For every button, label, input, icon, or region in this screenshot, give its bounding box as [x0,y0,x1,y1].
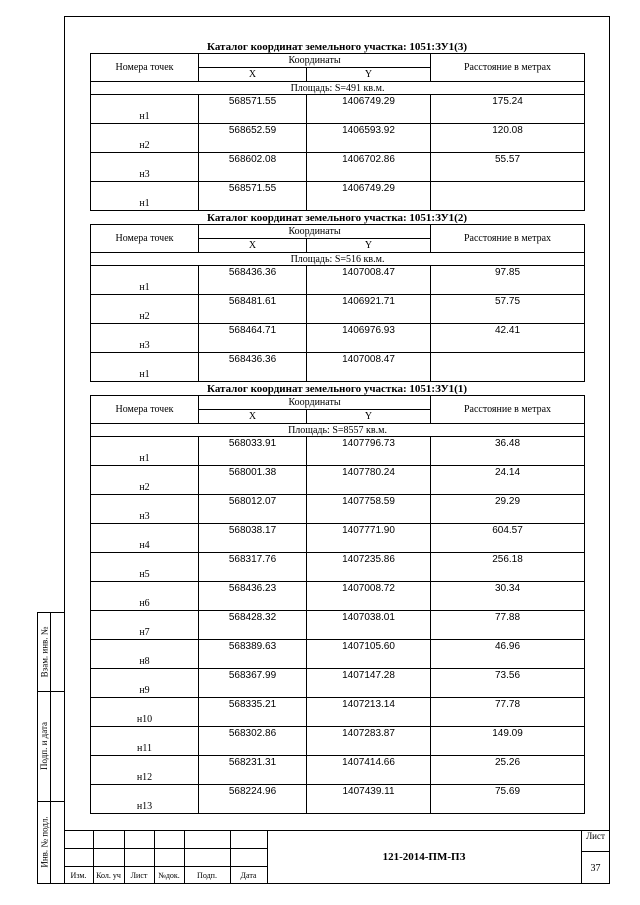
table-row [91,669,585,698]
distance [431,182,585,211]
distance: 24.14 [431,466,585,495]
coord-y: 1406921.71 [307,295,431,324]
table-row [91,640,585,669]
table-row [91,295,585,324]
area-label: Площадь: S=516 кв.м. [91,253,585,266]
coord-x: 568231.31 [199,756,307,785]
header-y: Y [307,410,431,424]
coord-y: 1407758.59 [307,495,431,524]
header-x: X [199,410,307,424]
coord-y: 1407439.11 [307,785,431,814]
distance: 42.41 [431,324,585,353]
coord-x: 568436.23 [199,582,307,611]
point-name: н8 [91,640,199,669]
coord-y: 1407283.87 [307,727,431,756]
header-points: Номера точек [91,54,199,82]
point-name: н4 [91,524,199,553]
coord-x: 568481.61 [199,295,307,324]
point-name: н1 [91,182,199,211]
point-name: н5 [91,553,199,582]
point-name: н1 [91,437,199,466]
table-row [91,437,585,466]
distance: 175.24 [431,95,585,124]
coord-y: 1406593.92 [307,124,431,153]
coord-y: 1407796.73 [307,437,431,466]
header-x: X [199,239,307,253]
catalog-title: Каталог координат земельного участка: 1051:ЗУ1(2) [206,212,467,224]
coord-x: 568389.63 [199,640,307,669]
distance: 73.56 [431,669,585,698]
coord-x: 568317.76 [199,553,307,582]
point-name: н10 [91,698,199,727]
coord-x: 568652.59 [199,124,307,153]
header-y: Y [307,239,431,253]
point-name: н3 [91,324,199,353]
tb-col-podp: Подп. [197,871,217,880]
coord-x: 568436.36 [199,266,307,295]
distance: 604.57 [431,524,585,553]
distance: 77.78 [431,698,585,727]
table-row [91,124,585,153]
distance: 29.29 [431,495,585,524]
distance: 55.57 [431,153,585,182]
distance: 256.18 [431,553,585,582]
coord-x: 568367.99 [199,669,307,698]
point-name: н12 [91,756,199,785]
header-points: Номера точек [91,396,199,424]
distance: 77.88 [431,611,585,640]
side-label-vzam: Взам. инв. № [39,626,50,678]
coord-y: 1407771.90 [307,524,431,553]
title-block [64,830,610,884]
coord-y: 1406702.86 [307,153,431,182]
header-coords: Координаты [199,396,431,410]
point-name: н6 [91,582,199,611]
coord-x: 568571.55 [199,95,307,124]
coord-x: 568012.07 [199,495,307,524]
point-name: н2 [91,124,199,153]
point-name: н9 [91,669,199,698]
point-name: н1 [91,266,199,295]
table-row [91,756,585,785]
distance: 30.34 [431,582,585,611]
distance: 149.09 [431,727,585,756]
header-distance: Расстояние в метрах [431,54,585,82]
catalog-title: Каталог координат земельного участка: 1051:ЗУ1(1) [206,383,467,395]
distance: 46.96 [431,640,585,669]
table-row [91,698,585,727]
side-strip [37,612,64,884]
coordinate-table [90,224,585,382]
coord-y: 1407780.24 [307,466,431,495]
coord-y: 1407008.47 [307,353,431,382]
point-name: н2 [91,466,199,495]
coord-y: 1407008.72 [307,582,431,611]
point-name: н3 [91,495,199,524]
point-name: н3 [91,153,199,182]
catalogs-area [90,40,584,814]
table-row [91,727,585,756]
coord-x: 568038.17 [199,524,307,553]
point-name: н7 [91,611,199,640]
header-distance: Расстояние в метрах [431,396,585,424]
table-row [91,495,585,524]
coord-y: 1407038.01 [307,611,431,640]
coord-x: 568571.55 [199,182,307,211]
coord-x: 568001.38 [199,466,307,495]
tb-col-list: Лист [130,871,148,880]
header-x: X [199,68,307,82]
side-label-podp: Подп. и дата [39,721,50,771]
coord-y: 1407235.86 [307,553,431,582]
table-row [91,353,585,382]
distance [431,353,585,382]
table-row [91,182,585,211]
coordinate-table [90,395,585,814]
distance: 75.69 [431,785,585,814]
coord-y: 1406976.93 [307,324,431,353]
table-row [91,266,585,295]
distance: 36.48 [431,437,585,466]
area-label: Площадь: S=491 кв.м. [91,82,585,95]
point-name: н1 [91,353,199,382]
header-points: Номера точек [91,225,199,253]
coord-x: 568302.86 [199,727,307,756]
coord-x: 568602.08 [199,153,307,182]
coord-y: 1406749.29 [307,182,431,211]
coord-y: 1407414.66 [307,756,431,785]
coord-y: 1407147.28 [307,669,431,698]
header-y: Y [307,68,431,82]
side-label-inv: Инв. № подл. [39,816,50,868]
coord-y: 1407213.14 [307,698,431,727]
table-row [91,95,585,124]
coord-x: 568033.91 [199,437,307,466]
coord-x: 568428.32 [199,611,307,640]
tb-col-izm: Изм. [70,871,87,880]
table-row [91,524,585,553]
coord-x: 568436.36 [199,353,307,382]
point-name: н13 [91,785,199,814]
sheet-number: 37 [590,862,601,874]
coord-x: 568464.71 [199,324,307,353]
catalog-title: Каталог координат земельного участка: 1051:ЗУ1(3) [206,41,467,53]
table-row [91,466,585,495]
header-coords: Координаты [199,54,431,68]
coord-x: 568224.96 [199,785,307,814]
header-coords: Координаты [199,225,431,239]
tb-col-ndok: №док. [158,871,180,880]
point-name: н11 [91,727,199,756]
table-row [91,553,585,582]
distance: 97.85 [431,266,585,295]
tb-col-kol: Кол. уч [96,871,121,880]
point-name: н1 [91,95,199,124]
table-row [91,153,585,182]
point-name: н2 [91,295,199,324]
tb-col-data: Дата [240,871,257,880]
table-row [91,324,585,353]
coord-y: 1407008.47 [307,266,431,295]
table-row [91,785,585,814]
document-code: 121-2014-ПМ-ПЗ [382,851,466,863]
area-label: Площадь: S=8557 кв.м. [91,424,585,437]
distance: 25.26 [431,756,585,785]
sheet-label: Лист [586,831,605,841]
distance: 57.75 [431,295,585,324]
coord-y: 1407105.60 [307,640,431,669]
header-distance: Расстояние в метрах [431,225,585,253]
coord-y: 1406749.29 [307,95,431,124]
table-row [91,611,585,640]
table-row [91,582,585,611]
distance: 120.08 [431,124,585,153]
coordinate-table [90,53,585,211]
coord-x: 568335.21 [199,698,307,727]
